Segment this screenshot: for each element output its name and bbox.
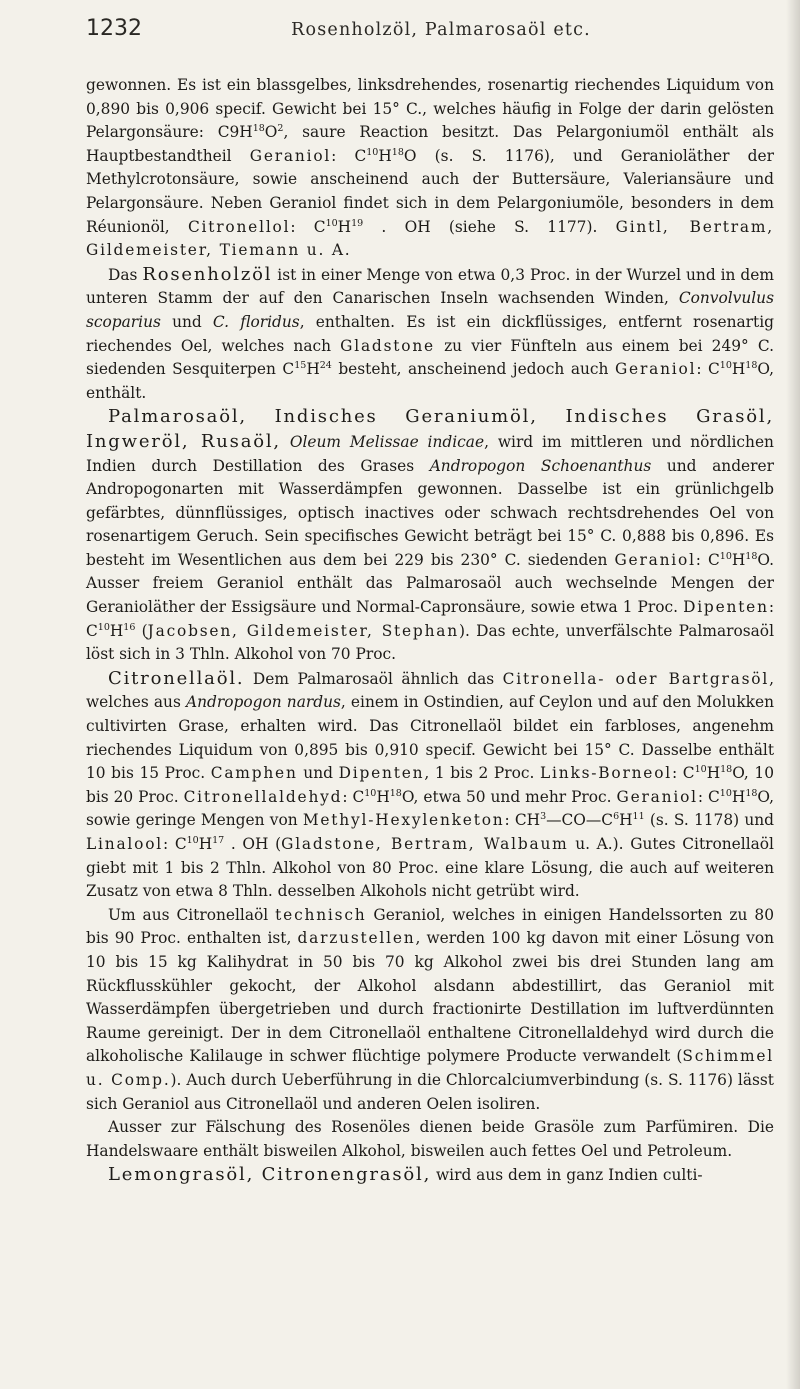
running-head: Rosenholzöl, Palmarosaöl etc. — [291, 20, 591, 40]
authors-cite: Gintl, Bertram, Gildemeister, Tiemann u. A. — [86, 217, 774, 260]
paragraph-palmarosaoel: Palmarosaöl, Indisches Geraniumöl, Indisches Grasöl, Ingweröl, Rusaöl, Oleum Melissae indicae, wird im mittleren und nördlichen Indien durch Destillation des Grases Andropogon Schoenanthus und anderer Andropogonarten mit Wasserdämpfen gewonnen. Dasselbe ist ein grünlichgelb gefärbtes, dünnflüssiges, optisch inactives oder schwach rechtsdrehendes Oel von rosenartigem Geruch. Sein specifisches Gewicht beträgt bei 15° C. 0,888 bis 0,896. Es besteht im Wesentlichen aus dem bei 229 bis 230° C. siedenden Geraniol: $C^{10}H^{18}O$. Ausser freiem Geraniol enthält das Palmarosaöl auch wechselnde Mengen der Geranioläther der Essigsäure und Normal-Capronsäure, sowie etwa 1 Proc. Dipenten: $C^{10}H^{16}$ (Jacobsen, Gildemeister, Stephan). Das echte, unverfälschte Palmarosaöl löst sich in 3 Thln. Alkohol von 70 Proc. — [86, 406, 775, 664]
page-edge-shadow — [786, 0, 800, 1389]
paragraph-rosenholzoel: Das Rosenholzöl ist in einer Menge von etwa 0,3 Proc. in der Wurzel und in dem unteren Stamm der auf den Canarischen Inseln wachsenden Winden, Convolvulus scoparius und C. floridus, enthalten. Es ist ein dickflüssiges, entfernt rosenartig riechendes Oel, welches nach Gladstone zu vier Fünfteln aus einem bei 249° C. siedenden Sesquiterpen $C^{15}H^{24}$ besteht, anscheinend jedoch auch Geraniol: $C^{10}H^{18}O$, enthält. — [86, 263, 774, 402]
page-number: 1232 — [86, 16, 142, 41]
paragraph-faelschung: Ausser zur Fälschung des Rosenöles dienen beide Grasöle zum Parfümiren. Die Handelswaare enthält bisweilen Alkohol, bisweilen auch fettes Oel und Petroleum. — [86, 1118, 774, 1160]
page-header — [86, 16, 776, 56]
term-palmarosaoel: Palmarosaöl, Indisches Geraniumöl, Indisches Grasöl, Ingweröl, Rusaöl, — [86, 406, 774, 452]
body-text — [86, 74, 774, 1188]
paragraph-pelargonium: gewonnen. Es ist ein blassgelbes, linksdrehendes, rosenartig riechendes Liquidum von 0,890 bis 0,906 specif. Gewicht bei 15° C., welches häufig in Folge der darin gelösten Pelargonsäure: $C9H^{18}O^2$, saure Reaction besitzt. Das Pelargoniumöl enthält als Hauptbestandtheil Geraniol: $C^{10}H^{18}O$ (s. S. 1176), und Geranioläther der Methylcrotonsäure, sowie anscheinend auch der Buttersäure, Valeriansäure und Pelargonsäure. Neben Geraniol findet sich in dem Pelargoniumöle, besonders in dem Réunionöl, Citronellol: $C^{10}H^{19}$ . OH (siehe S. 1177). Gintl, Bertram, Gildemeister, Tiemann u. A. — [86, 76, 774, 260]
term-citronellol: Citronellol — [187, 217, 291, 236]
term-geraniol: Geraniol — [249, 146, 332, 165]
term-rosenholzoel: Rosenholzöl — [142, 263, 273, 285]
paragraph-lemongrasoel: Lemongrasöl, Citronengrasöl, wird aus dem in ganz Indien culti- — [108, 1164, 703, 1186]
paragraph-geraniol-darstellung: Um aus Citronellaöl technisch Geraniol, welches in einigen Handelssorten zu 80 bis 90 Proc. enthalten ist, darzustellen, werden 100 kg davon mit einer Lösung von 10 bis 15 kg Kalihydrat in 50 bis 70 kg Alkohol zwei bis drei Stunden lang am Rückflusskühler gekocht, der Alkohol alsdann abdestillirt, das Geraniol mit Wasserdämpfen übergetrieben und durch fractionirte Destillation im luftverdünnten Raume gereinigt. Der in dem Citronellaöl enthaltene Citronellaldehyd wird durch die alkoholische Kalilauge in schwer flüchtige polymere Producte verwandelt (Schimmel u. Comp.). Auch durch Ueberführung in die Chlorcalciumverbindung (s. S. 1176) lässt sich Geraniol aus Citronellaöl und anderen Oelen isoliren. — [86, 905, 774, 1113]
term-lemongrasoel: Lemongrasöl, Citronengrasöl, — [108, 1164, 432, 1186]
paragraph-citronellaoel: Citronellaöl. Dem Palmarosaöl ähnlich das Citronella- oder Bartgrasöl, welches aus Andropogon nardus, einem in Ostindien, auf Ceylon und auf den Molukken cultivirten Grase, erhalten wird. Das Citronellaöl bildet ein farbloses, angenehm riechendes Liquidum von 0,895 bis 0,910 specif. Gewicht bei 15° C. Dasselbe enthält 10 bis 15 Proc. Camphen und Dipenten, 1 bis 2 Proc. Links-Borneol: $C^{10}H^{18}O$, 10 bis 20 Proc. Citronellaldehyd: $C^{10}H^{18}O$, etwa 50 und mehr Proc. Geraniol: $C^{10}H^{18}O$, sowie geringe Mengen von Methyl-Hexylenketon: $CH^3—CO—C^6H^{11}$ (s. S. 1178) und Linalool: $C^{10}H^{17}$ . OH (Gladstone, Bertram, Walbaum u. A.). Gutes Citronellaöl giebt mit 1 bis 2 Thln. Alkohol von 80 Proc. eine klare Lösung, die auch auf weiteren Zusatz von etwa 8 Thln. desselben Alkohols nicht getrübt wird. — [86, 667, 775, 901]
term-citronellaoel: Citronellaöl. — [108, 667, 245, 689]
